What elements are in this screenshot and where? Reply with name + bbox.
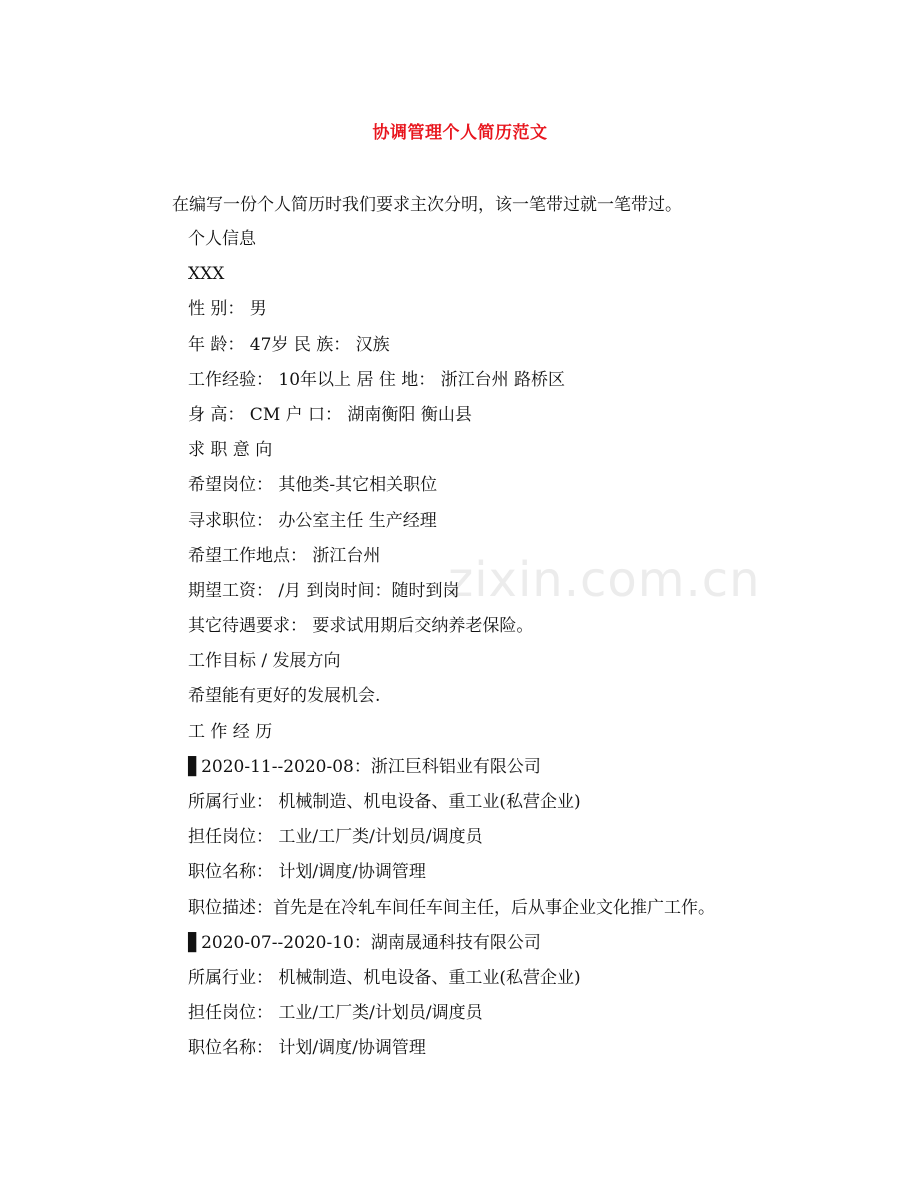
salary-start-line: 期望工资： /月 到岗时间：随时到岗 bbox=[188, 580, 460, 601]
age-ethnicity-line: 年 龄： 47岁 民 族： 汉族 bbox=[188, 334, 390, 355]
job-entry-2-post: 担任岗位： 工业/工厂类/计划员/调度员 bbox=[188, 1003, 483, 1024]
sought-position-line: 寻求职位： 办公室主任 生产经理 bbox=[188, 510, 437, 531]
section-heading-goals: 工作目标 / 发展方向 bbox=[188, 651, 341, 672]
job-entry-2-title: 职位名称： 计划/调度/协调管理 bbox=[188, 1038, 426, 1059]
job-entry-1-description: 职位描述：首先是在冷轧车间任车间主任，后从事企业文化推广工作。 bbox=[188, 897, 715, 918]
height-hukou-line: 身 高： CM 户 口： 湖南衡阳 衡山县 bbox=[188, 404, 472, 425]
experience-residence-line: 工作经验： 10年以上 居 住 地： 浙江台州 路桥区 bbox=[188, 369, 566, 390]
section-heading-work-history: 工 作 经 历 bbox=[188, 721, 273, 742]
watermark: zixin.com.cn bbox=[448, 552, 761, 608]
name-line: XXX bbox=[188, 264, 225, 285]
job-entry-1-post: 担任岗位： 工业/工厂类/计划员/调度员 bbox=[188, 827, 483, 848]
resume-body bbox=[188, 226, 715, 1071]
desired-position-line: 希望岗位： 其他类-其它相关职位 bbox=[188, 475, 438, 496]
section-heading-job-intent: 求 职 意 向 bbox=[188, 440, 273, 461]
document-title: 协调管理个人简历范文 bbox=[372, 123, 548, 143]
gender-line: 性 别： 男 bbox=[188, 299, 267, 320]
goals-text: 希望能有更好的发展机会. bbox=[188, 686, 381, 707]
job-entry-1-header: ▋2020-11--2020-08：浙江巨科铝业有限公司 bbox=[188, 756, 541, 777]
job-entry-2-header: ▋2020-07--2020-10：湖南晟通科技有限公司 bbox=[188, 932, 541, 953]
desired-location-line: 希望工作地点： 浙江台州 bbox=[188, 545, 381, 566]
intro-paragraph: 在编写一份个人简历时我们要求主次分明，该一笔带过就一笔带过。 bbox=[172, 195, 682, 215]
other-benefits-line: 其它待遇要求： 要求试用期后交纳养老保险。 bbox=[188, 616, 534, 637]
job-entry-1-industry: 所属行业： 机械制造、机电设备、重工业(私营企业) bbox=[188, 792, 581, 812]
section-heading-personal-info: 个人信息 bbox=[188, 229, 256, 249]
job-entry-2-industry: 所属行业： 机械制造、机电设备、重工业(私营企业) bbox=[188, 967, 581, 988]
job-entry-1-title: 职位名称： 计划/调度/协调管理 bbox=[188, 862, 426, 883]
